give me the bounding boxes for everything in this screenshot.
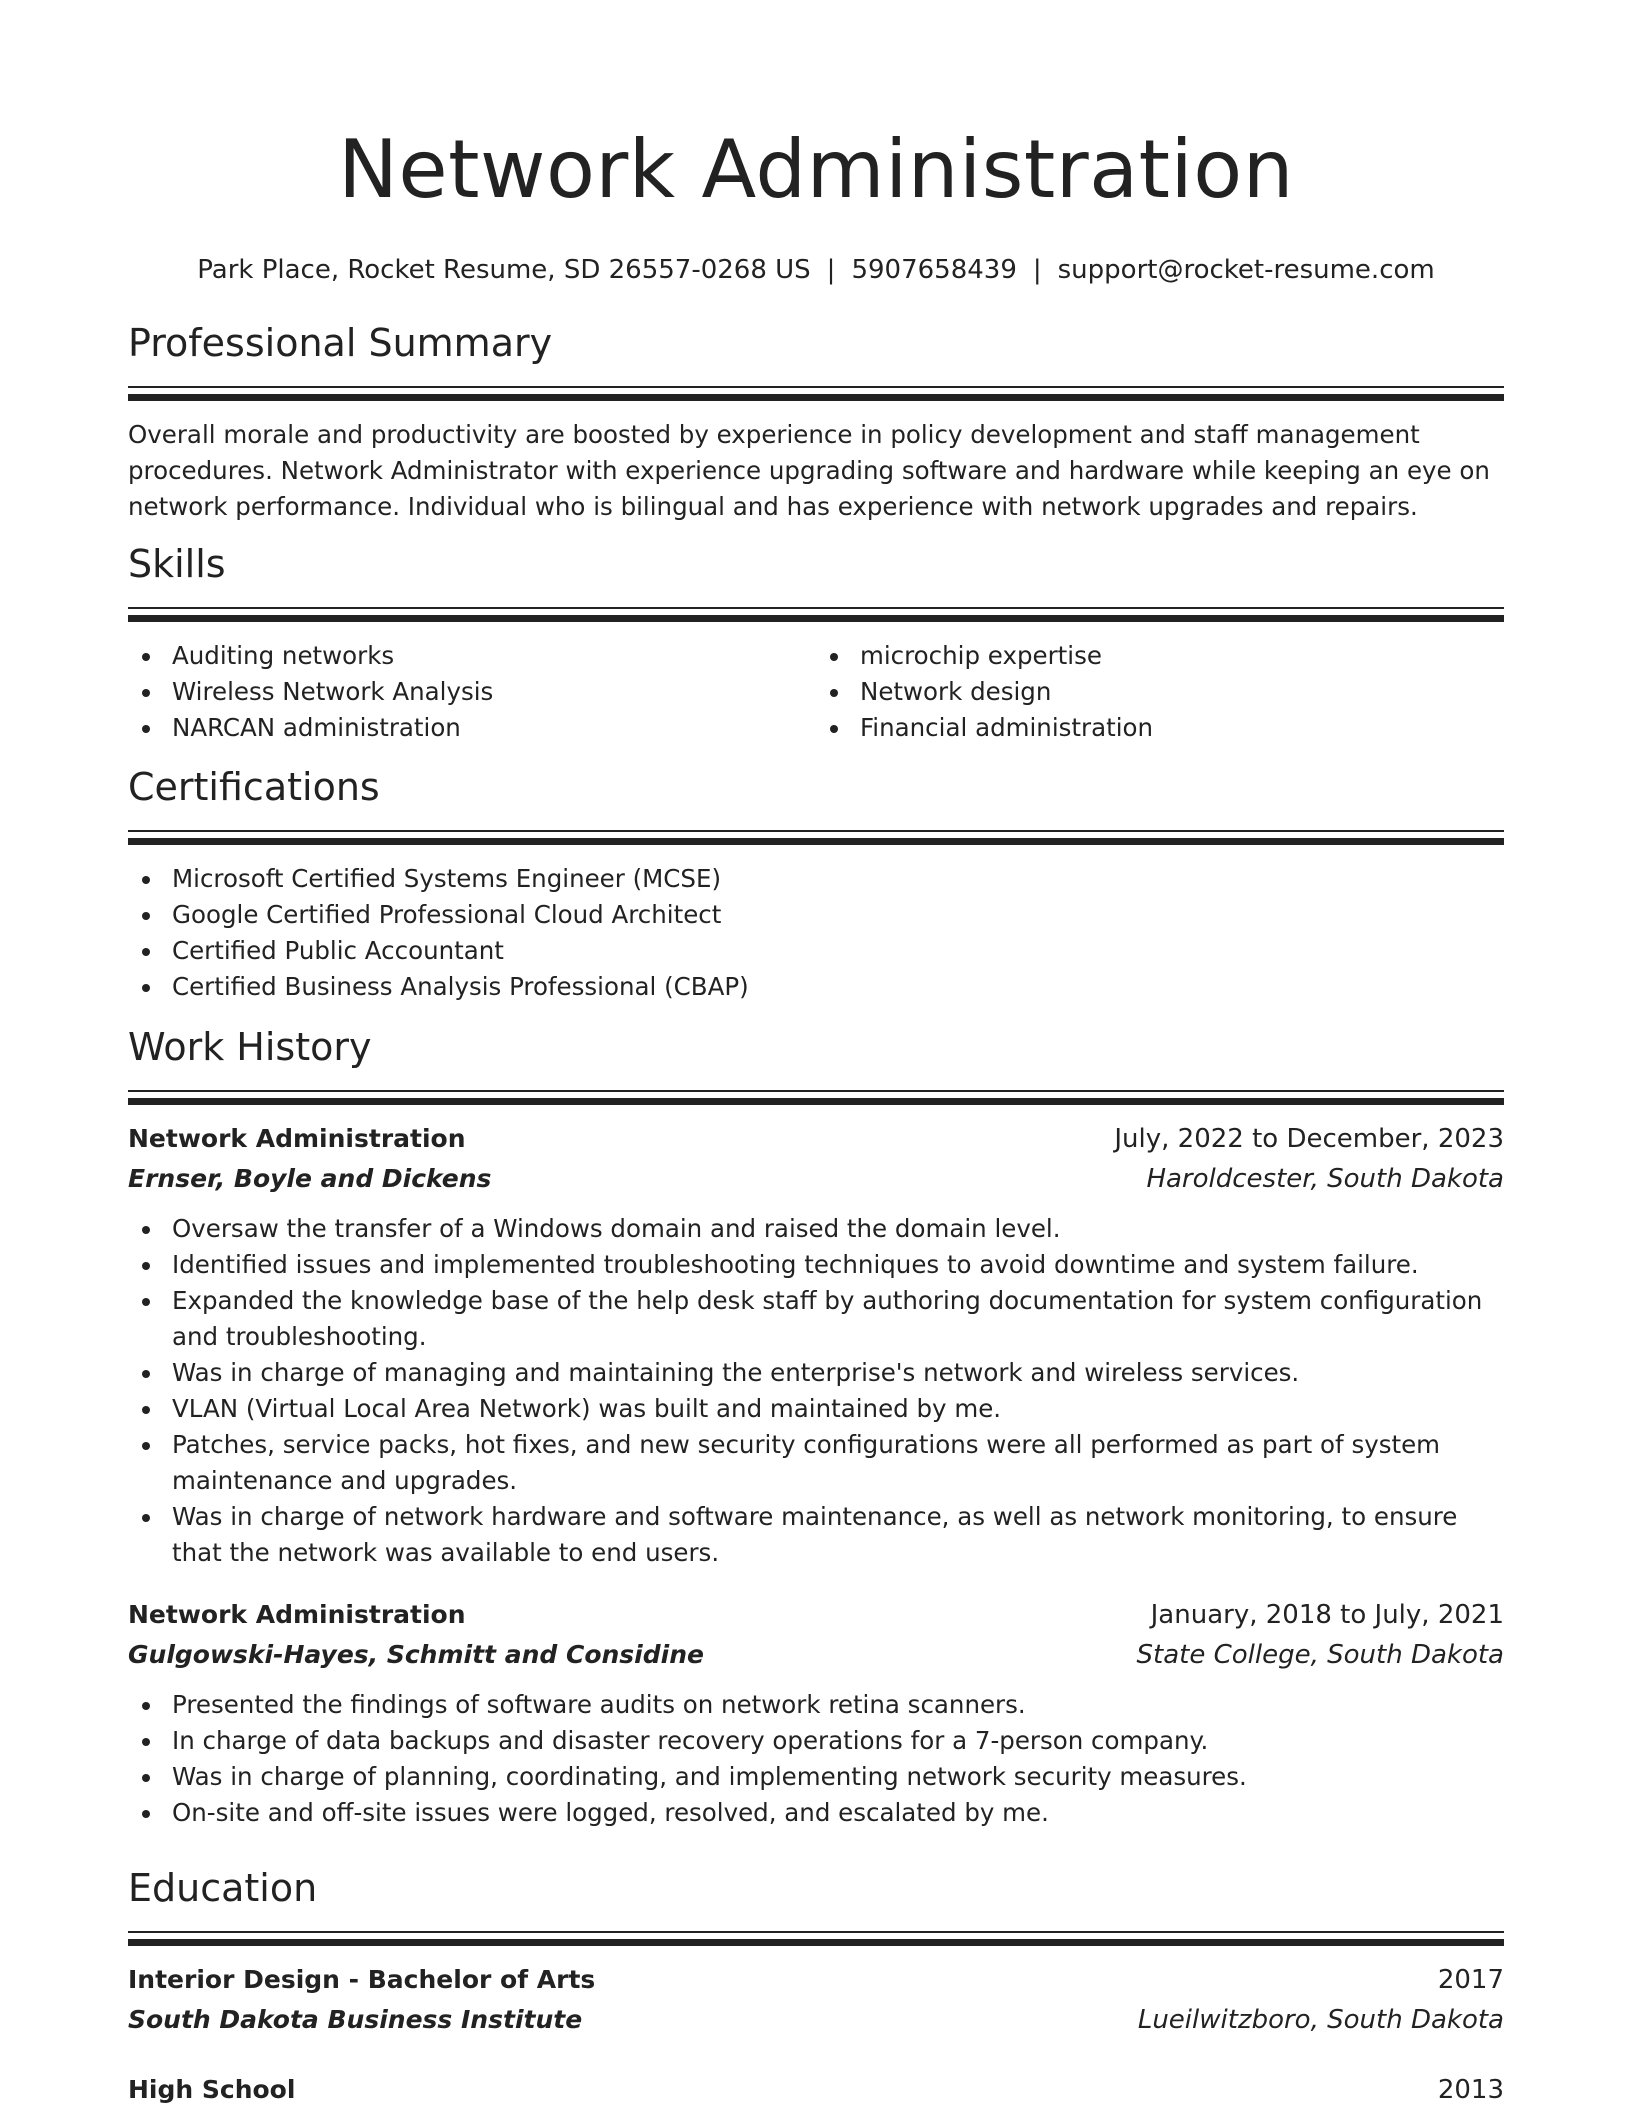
education-year: 2013 [1437,2075,1504,2105]
skills-columns [128,638,1504,746]
section-title-skills: Skills [128,542,226,586]
certification-item: Microsoft Certified Systems Engineer (MCSE) [128,861,1504,897]
skills-list-left [128,638,816,746]
contact-email[interactable]: support@rocket-resume.com [1057,255,1435,285]
job-duty: Presented the findings of software audits on network retina scanners. [128,1687,1504,1723]
job-company: Gulgowski-Hayes, Schmitt and Considine [128,1640,704,1669]
skill-item: Network design [816,674,1504,710]
skill-item: NARCAN administration [128,710,816,746]
section-title-certifications: Certifications [128,765,380,809]
job-duty: On-site and off-site issues were logged, resolved, and escalated by me. [128,1795,1504,1831]
contact-phone: 5907658439 [851,255,1017,285]
certifications-section [128,762,1504,1005]
section-title-summary: Professional Summary [128,321,553,365]
job-duties-list [128,1211,1504,1571]
job-position: Network Administration [128,1124,466,1153]
education-degree: Interior Design - Bachelor of Arts [128,1965,596,1994]
skill-item: Financial administration [816,710,1504,746]
summary-text: Overall morale and productivity are boosted by experience in policy development and staff management procedures. Network Administrator with experience upgrading software and hardware while keeping an eye on network performance. Individual who is bilingual and has experience with network upgrades and repairs. [128,420,1490,521]
contact-address: Park Place, Rocket Resume, SD 26557-0268 US [197,255,811,285]
job-duty: In charge of data backups and disaster recovery operations for a 7-person company. [128,1723,1504,1759]
education-section [128,1863,1504,2110]
education-header-row [128,1960,1504,2000]
certification-item: Google Certified Professional Cloud Architect [128,897,1504,933]
skill-item: microchip expertise [816,638,1504,674]
education-degree: High School [128,2075,296,2104]
skill-item: Wireless Network Analysis [128,674,816,710]
job-dates: July, 2022 to December, 2023 [1114,1124,1504,1154]
section-divider [128,1090,1504,1105]
certification-item: Certified Business Analysis Professional (CBAP) [128,969,1504,1005]
job-header-row [128,1595,1504,1635]
section-title-work-history: Work History [128,1025,372,1069]
candidate-name: Network Administration [338,123,1294,216]
skills-list-right [816,638,1504,746]
education-entry [128,1960,1504,2040]
section-title-education: Education [128,1866,318,1910]
job-dates: January, 2018 to July, 2021 [1150,1600,1504,1630]
section-divider [128,607,1504,622]
certifications-list [128,861,1504,1005]
contact-separator: | [826,255,836,285]
job-position: Network Administration [128,1600,466,1629]
education-school: South Dakota Business Institute [128,2005,583,2034]
certification-item: Certified Public Accountant [128,933,1504,969]
job-company-row [128,1159,1504,1199]
section-divider [128,1931,1504,1946]
skill-item: Auditing networks [128,638,816,674]
job-entry [128,1119,1504,1571]
job-duty: Was in charge of network hardware and software maintenance, as well as network monitoring, to ensure that the network was available to end users. [128,1499,1504,1571]
contact-separator: | [1032,255,1042,285]
education-year: 2017 [1437,1965,1504,1995]
job-location: Haroldcester, South Dakota [1146,1164,1504,1194]
job-duty: VLAN (Virtual Local Area Network) was built and maintained by me. [128,1391,1504,1427]
job-company: Ernser, Boyle and Dickens [128,1164,492,1193]
job-duties-list [128,1687,1504,1831]
section-divider [128,386,1504,401]
job-duty: Was in charge of managing and maintaining the enterprise's network and wireless services. [128,1355,1504,1391]
job-duty: Identified issues and implemented troubleshooting techniques to avoid downtime and system failure. [128,1247,1504,1283]
resume-page [128,0,1504,2105]
job-entry [128,1595,1504,1831]
job-company-row [128,1635,1504,1675]
section-divider [128,830,1504,845]
work-history-section [128,1022,1504,1831]
education-school-row [128,2000,1504,2040]
job-duty: Expanded the knowledge base of the help desk staff by authoring documentation for system configuration and troubleshooting. [128,1283,1504,1355]
contact-line [128,252,1504,288]
skills-section [128,539,1504,746]
education-location: Lueilwitzboro, South Dakota [1137,2005,1504,2035]
summary-section [128,318,1504,525]
education-entry [128,2070,1504,2110]
education-header-row [128,2070,1504,2110]
job-header-row [128,1119,1504,1159]
job-duty: Oversaw the transfer of a Windows domain and raised the domain level. [128,1211,1504,1247]
job-duty: Was in charge of planning, coordinating, and implementing network security measures. [128,1759,1504,1795]
job-location: State College, South Dakota [1136,1640,1504,1670]
job-duty: Patches, service packs, hot fixes, and new security configurations were all performed as part of system maintenance and upgrades. [128,1427,1504,1499]
